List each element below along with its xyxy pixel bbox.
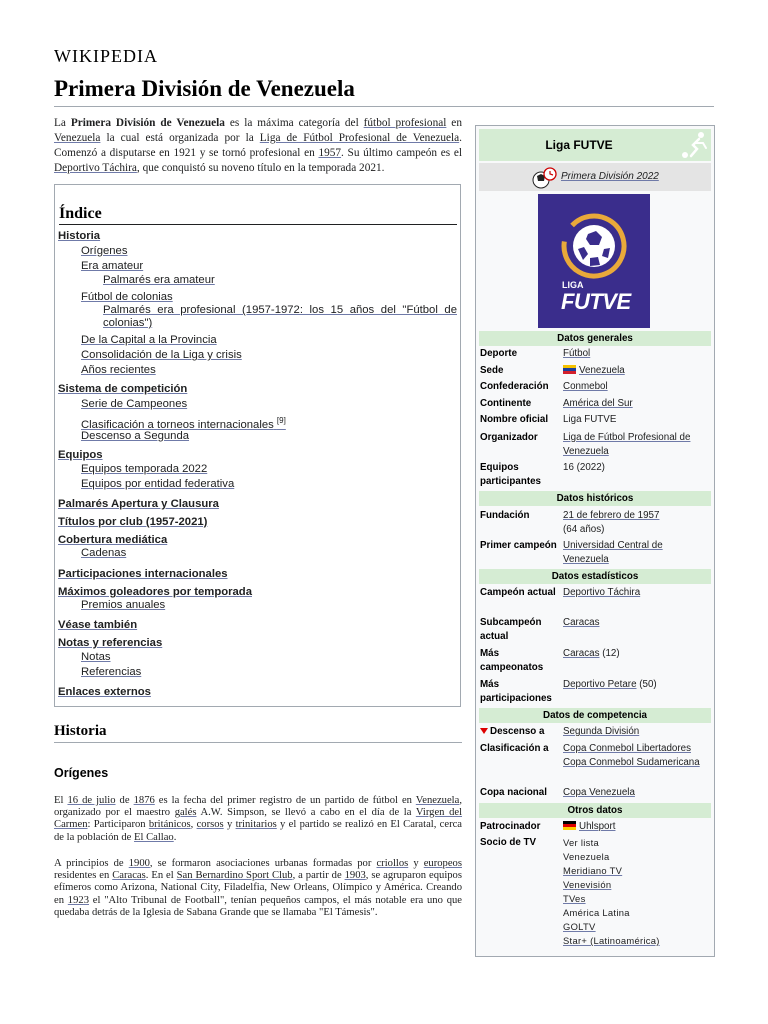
label-copa-nacional: Copa nacional — [480, 787, 547, 798]
label-campeon-actual: Campeón actual — [480, 587, 556, 598]
toc-item-enlaces-externos[interactable]: Enlaces externos — [58, 686, 151, 698]
toc-item-futbol-de-colonias[interactable]: Fútbol de colonias — [81, 291, 173, 303]
link-caracas-campeonatos[interactable]: Caracas — [563, 648, 600, 659]
value-fundacion-edad: (64 años) — [563, 524, 605, 535]
toc-item-notas[interactable]: Notas — [81, 651, 111, 663]
toc-item-titulos-por-club[interactable]: Títulos por club (1957-2021) — [58, 516, 208, 528]
label-organizador: Organizador — [480, 432, 538, 443]
germany-flag-icon — [563, 821, 576, 830]
label-equipos: Equipos participantes — [480, 462, 541, 487]
toc-item-footnote: [9] — [276, 416, 286, 425]
tv-channel-venevision[interactable]: Venevisión — [563, 879, 612, 890]
toc-divider — [59, 224, 457, 225]
soccer-player-icon — [679, 131, 709, 159]
tv-region-america-latina: América Latina — [563, 907, 630, 918]
body-paragraph-1: El 16 de julio de 1876 es la fecha del primer registro de un partido de fútbol en Venezuela, organizado por el maestro galés A.W. Simpson, se llevó a cabo en el día de la Virgen del Carmen: Participaron británicos, corsos y trinitarios y el partido se realizó en El Caratal, cerca de la población de El Callao. — [54, 795, 463, 843]
section-heading-historia: Historia — [54, 723, 107, 739]
toc-item-capital-provincia[interactable]: De la Capital a la Provincia — [81, 334, 217, 346]
value-deporte[interactable]: Fútbol — [563, 348, 591, 359]
toc-item-palmares-apertura-clausura[interactable]: Palmarés Apertura y Clausura — [58, 498, 219, 510]
link-libertadores[interactable]: Copa Conmebol Libertadores — [563, 743, 691, 754]
toc-item-cobertura-mediatica[interactable]: Cobertura mediática — [58, 534, 168, 546]
label-fundacion: Fundación — [480, 510, 530, 521]
infobox-header — [479, 129, 711, 161]
infobox-section-generales: Datos generales — [479, 331, 711, 346]
title-divider — [54, 106, 714, 107]
label-descenso: Descenso a — [480, 725, 562, 739]
wikipedia-wordmark[interactable]: WIKIPEDIA — [54, 46, 158, 66]
label-mas-campeonatos: Más campeonatos — [480, 648, 544, 673]
value-sede — [563, 364, 709, 378]
value-descenso[interactable]: Segunda División — [563, 726, 640, 737]
tv-region-venezuela: Venezuela — [563, 851, 610, 862]
infobox-title: Liga FUTVE — [545, 138, 613, 152]
toc-item-historia[interactable]: Historia — [58, 230, 101, 242]
value-subcampeon[interactable]: Caracas — [563, 617, 600, 628]
toc-item-palmares-era-amateur[interactable]: Palmarés era amateur — [103, 274, 215, 286]
value-confederacion[interactable]: Conmebol — [563, 381, 608, 392]
link-virgen-del-carmen[interactable]: Virgen del Carmen — [54, 807, 463, 831]
link-fecha-fundacion[interactable]: 21 de febrero de 1957 — [563, 510, 660, 521]
toc-item-equipos-2022[interactable]: Equipos temporada 2022 — [81, 463, 208, 475]
toc-item-equipos-entidad[interactable]: Equipos por entidad federativa — [81, 478, 235, 490]
toc-item-consolidacion[interactable]: Consolidación de la Liga y crisis — [81, 349, 242, 361]
toc-item-clasificacion-torneos[interactable]: Clasificación a torneos internacionales [9] — [81, 416, 286, 431]
tv-channel-star-plus[interactable]: Star+ (Latinoamérica) — [563, 935, 660, 946]
link-deportivo-tachira[interactable]: Deportivo Táchira — [54, 162, 137, 174]
tv-channel-tves[interactable]: TVes — [563, 893, 586, 904]
value-nombre-oficial: Liga FUTVE — [563, 414, 617, 425]
toc-item-vease-tambien[interactable]: Véase también — [58, 619, 138, 631]
link-criollos[interactable]: criollos — [376, 858, 409, 869]
link-1957[interactable]: 1957 — [318, 147, 342, 159]
label-mas-participaciones: Más participaciones — [480, 679, 552, 704]
infobox — [475, 125, 715, 957]
label-continente: Continente — [480, 398, 532, 409]
toc-item-anos-recientes[interactable]: Años recientes — [81, 364, 156, 376]
toc-item-maximos-goleadores[interactable]: Máximos goleadores por temporada — [58, 586, 252, 598]
toc-item-era-amateur[interactable]: Era amateur — [81, 260, 144, 272]
subsection-heading-origenes: Orígenes — [54, 766, 109, 780]
tv-channel-meridiano[interactable]: Meridiano TV — [563, 865, 623, 876]
toc-item-origenes[interactable]: Orígenes — [81, 245, 128, 257]
page-title: Primera División de Venezuela — [54, 76, 355, 101]
label-nombre-oficial: Nombre oficial — [480, 414, 549, 425]
link-1900[interactable]: 1900 — [128, 858, 150, 869]
toc-title: Índice — [59, 205, 102, 222]
link-uhlsport[interactable]: Uhlsport — [579, 821, 616, 832]
link-venezuela[interactable]: Venezuela — [54, 132, 101, 144]
label-confederacion: Confederación — [480, 381, 549, 392]
label-socio-tv: Socio de TV — [480, 837, 537, 848]
toc-item-participaciones-internacionales[interactable]: Participaciones internacionales — [58, 568, 228, 580]
value-primer-campeon[interactable]: Universidad Central de Venezuela — [563, 540, 663, 565]
link-venezuela-body[interactable]: Venezuela — [415, 795, 460, 806]
value-equipos: 16 (2022) — [563, 462, 605, 473]
toc-item-sistema-competicion[interactable]: Sistema de competición — [58, 383, 188, 395]
value-continente[interactable]: América del Sur — [563, 398, 633, 409]
toc-item-serie-campeones[interactable]: Serie de Campeones — [81, 398, 188, 410]
tv-partners-list — [563, 836, 709, 948]
link-futbol-profesional[interactable]: fútbol profesional — [363, 117, 447, 129]
relegation-arrow-icon — [480, 728, 488, 734]
tv-list-toggle[interactable]: Ver lista — [563, 837, 600, 848]
label-patrocinador: Patrocinador — [480, 821, 541, 832]
link-el-callao[interactable]: El Callao — [134, 831, 174, 843]
value-mas-participaciones: Deportivo Petare (50) — [563, 679, 657, 690]
label-subcampeon: Subcampeón actual — [480, 617, 542, 642]
link-europeos[interactable]: europeos — [423, 858, 462, 869]
link-1923[interactable]: 1923 — [67, 894, 89, 906]
tv-channel-goltv[interactable]: GOLTV — [563, 921, 596, 932]
label-clasificacion: Clasificación a — [480, 743, 549, 754]
link-caracas[interactable]: Caracas — [112, 870, 146, 882]
toc-item-cadenas[interactable]: Cadenas — [81, 547, 127, 559]
value-clasificacion — [563, 742, 709, 770]
label-primer-campeon: Primer campeón — [480, 540, 557, 551]
season-ball-clock-icon — [531, 167, 559, 189]
value-organizador[interactable]: Liga de Fútbol Profesional de Venezuela — [563, 432, 691, 457]
link-trinitarios[interactable]: trinitarios — [235, 819, 277, 831]
infobox-section-otros: Otros datos — [479, 803, 711, 818]
link-deportivo-petare[interactable]: Deportivo Petare — [563, 679, 637, 690]
lead-bold-term: Primera División de Venezuela — [70, 117, 225, 129]
toc-item-notas-referencias[interactable]: Notas y referencias — [58, 637, 163, 649]
logo-small-text: LIGA — [562, 280, 584, 290]
body-paragraph-2: A principios de 1900, se formaron asociaciones urbanas formadas por criollos y europeos residentes en Caracas. En el San Bernardino Sport Club, a partir de 1903, se agruparon equipos efímeros como Arizona, National City, Filadelfia, New Orleans, Olímpico y América. Creando en 1923 el "Alto Tribunal de Football", tenían pequeños campos, el más notable era uno que quedaba detrás de la Iglesia de Sabana Grande que se llamaba "El Támesis". — [54, 858, 462, 918]
link-corsos[interactable]: corsos — [196, 819, 224, 831]
toc-item-referencias[interactable]: Referencias — [81, 666, 142, 678]
infobox-section-estadisticos: Datos estadísticos — [479, 569, 711, 584]
link-sudamericana[interactable]: Copa Conmebol Sudamericana — [563, 757, 700, 768]
venezuela-flag-icon — [563, 365, 576, 374]
link-sede-venezuela[interactable]: Venezuela — [579, 365, 625, 376]
link-1876[interactable]: 1876 — [133, 795, 155, 806]
table-of-contents — [54, 184, 461, 707]
link-1903[interactable]: 1903 — [344, 870, 366, 882]
infobox-section-competencia: Datos de competencia — [479, 708, 711, 723]
value-fundacion — [563, 509, 709, 537]
link-16-julio[interactable]: 16 de julio — [67, 795, 116, 806]
toc-item-palmares-era-profesional[interactable]: Palmarés era profesional (1957-1972: los 15 años del "Fútbol de colonias") — [103, 304, 457, 329]
value-mas-campeonatos: Caracas (12) — [563, 648, 620, 659]
value-campeon-actual[interactable]: Deportivo Táchira — [563, 587, 641, 598]
value-copa-nacional[interactable]: Copa Venezuela — [563, 787, 635, 798]
logo-main-text: FUTVE — [561, 289, 631, 314]
label-deporte: Deporte — [480, 348, 518, 359]
label-sede: Sede — [480, 365, 504, 376]
link-liga-futbol-profesional[interactable]: Liga de Fútbol Profesional de Venezuela — [259, 132, 460, 144]
lead-paragraph: La Primera División de Venezuela es la máxima categoría del fútbol profesional en Venezuela la cual está organizada por la Liga de Fútbol Profesional de Venezuela. Comenzó a disputarse en 1921 y se tornó profesional en 1957. Su último campeón es el Deportivo Táchira, que conquistó su noveno título en la temporada 2021. — [54, 117, 462, 174]
section-divider — [54, 742, 462, 743]
link-gales[interactable]: galés — [174, 807, 197, 819]
toc-item-equipos[interactable]: Equipos — [58, 449, 103, 461]
toc-item-descenso-segunda[interactable]: Descenso a Segunda — [81, 430, 190, 442]
toc-item-premios-anuales[interactable]: Premios anuales — [81, 599, 166, 611]
league-logo[interactable] — [538, 194, 650, 328]
current-season-bar — [479, 163, 711, 191]
link-britanicos[interactable]: británicos — [148, 819, 191, 831]
infobox-section-historicos: Datos históricos — [479, 491, 711, 506]
value-patrocinador — [563, 820, 709, 834]
current-season-link[interactable]: Primera División 2022 — [561, 171, 659, 182]
link-san-bernardino[interactable]: San Bernardino Sport Club — [176, 870, 293, 882]
